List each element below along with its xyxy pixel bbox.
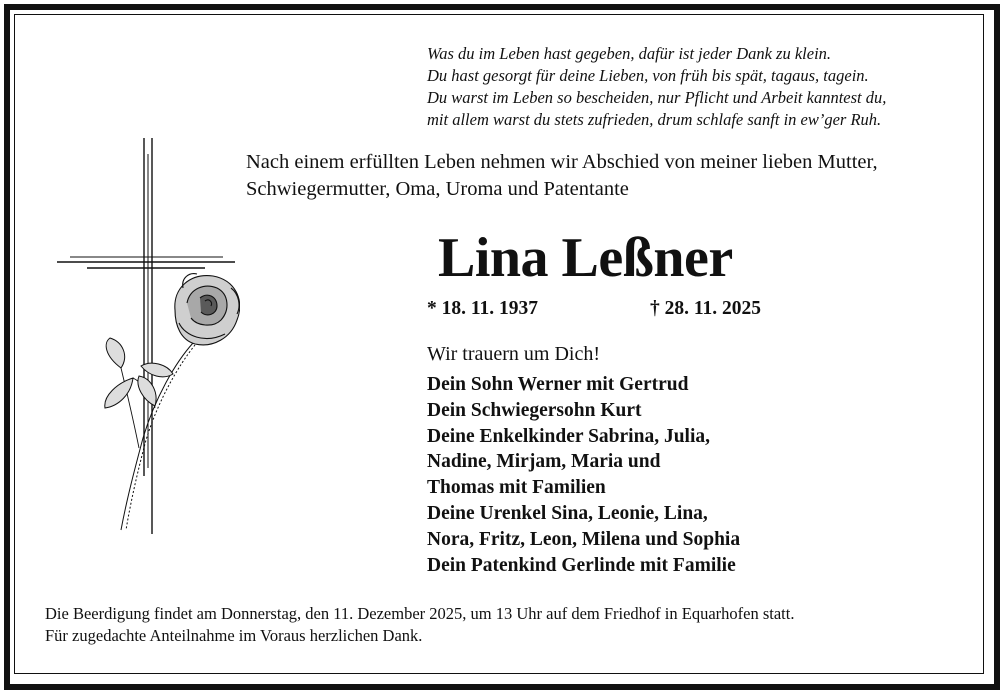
poem <box>427 43 987 131</box>
poem-line: mit allem warst du stets zufrieden, drum schlafe sanft in ew’ger Ruh. <box>427 110 882 129</box>
family-line: Deine Enkelkinder Sabrina, Julia, <box>427 425 710 447</box>
family-line: Thomas mit Familien <box>427 477 606 499</box>
footer-line: Für zugedachte Anteilnahme im Voraus herzlichen Dank. <box>45 626 423 645</box>
poem-line: Du hast gesorgt für deine Lieben, von früh bis spät, tagaus, tagein. <box>427 66 869 85</box>
poem-line: Du warst im Leben so bescheiden, nur Pflicht und Arbeit kanntest du, <box>427 88 887 107</box>
intro-line: Schwiegermutter, Oma, Uroma und Patentante <box>246 178 629 200</box>
intro-text <box>246 149 976 203</box>
family-line: Nora, Fritz, Leon, Milena und Sophia <box>427 528 741 550</box>
family-list <box>427 372 740 578</box>
cross-with-rose-icon <box>55 138 240 538</box>
family-line: Nadine, Mirjam, Maria und <box>427 451 661 473</box>
family-line: Dein Schwiegersohn Kurt <box>427 399 642 421</box>
family-line: Dein Sohn Werner mit Gertrud <box>427 374 689 395</box>
family-line: Dein Patenkind Gerlinde mit Familie <box>427 554 736 576</box>
intro-line: Nach einem erfüllten Leben nehmen wir Abschied von meiner lieben Mutter, <box>246 151 878 173</box>
poem-line: Was du im Leben hast gegeben, dafür ist jeder Dank zu klein. <box>427 44 832 63</box>
funeral-notice <box>45 603 794 647</box>
deceased-name: Lina Leßner <box>438 227 733 289</box>
death-date: † 28. 11. 2025 <box>650 298 762 319</box>
mourning-line: Wir trauern um Dich! <box>427 343 601 365</box>
birth-date: * 18. 11. 1937 <box>427 298 539 319</box>
family-line: Deine Urenkel Sina, Leonie, Lina, <box>427 502 708 524</box>
footer-line: Die Beerdigung findet am Donnerstag, den 11. Dezember 2025, um 13 Uhr auf dem Friedhof in Equarhofen statt. <box>45 604 795 623</box>
